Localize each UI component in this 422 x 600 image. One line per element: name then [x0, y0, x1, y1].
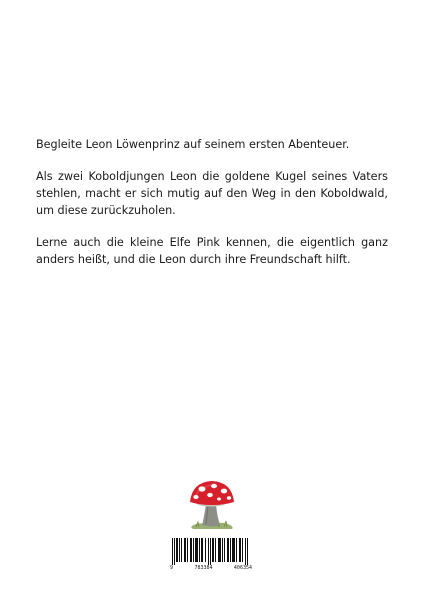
mushroom-icon — [184, 478, 240, 530]
blurb-paragraph: Lerne auch die kleine Elfe Pink kennen, die eigentlich ganz anders heißt, und die Leon durch ihre Freundschaft hilft. — [36, 236, 388, 266]
back-cover-blurb — [36, 136, 388, 283]
barcode-digit-group: 406354 — [233, 565, 252, 571]
barcode-bars — [172, 538, 250, 565]
barcode-digit-group: 783384 — [194, 565, 213, 571]
isbn-barcode — [168, 538, 254, 574]
blurb-paragraph: Begleite Leon Löwenprinz auf seinem ersten Abenteuer. — [36, 138, 350, 151]
barcode-digits — [168, 565, 254, 571]
blurb-paragraph: Als zwei Koboldjungen Leon die goldene Kugel seines Vaters stehlen, macht er sich mutig auf den Weg in den Koboldwald, um diese zurückzuholen. — [36, 170, 388, 217]
barcode-digit-group: 9 — [170, 565, 174, 571]
